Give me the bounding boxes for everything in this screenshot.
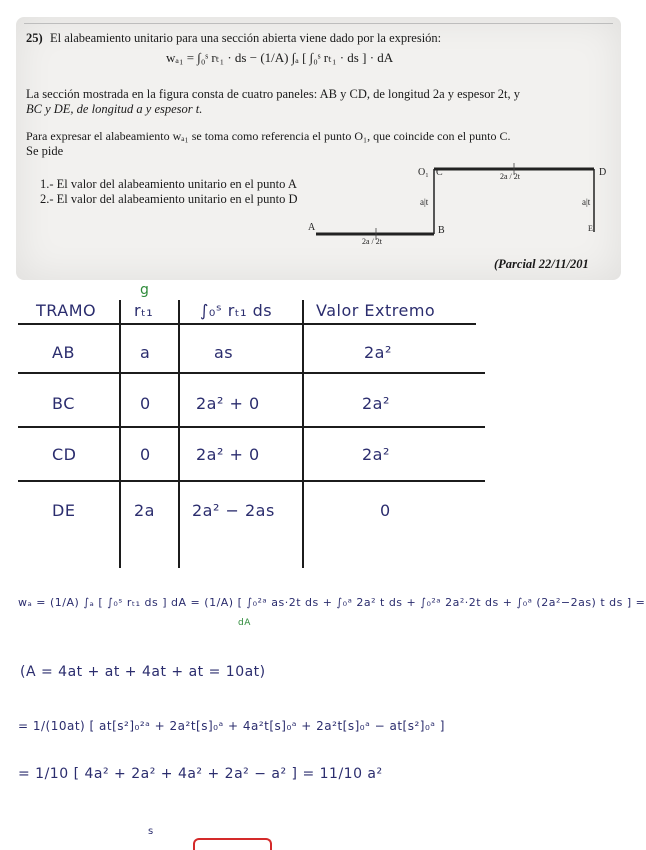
cell-r1-tramo: AB (52, 343, 75, 362)
cell-r4-tramo: DE (52, 501, 76, 520)
table-col-2 (178, 300, 180, 568)
cell-r2-val: 2a² (362, 394, 390, 413)
red-box-annotation (193, 838, 272, 850)
cell-r4-rt: 2a (134, 501, 155, 520)
cell-r4-val: 0 (380, 501, 391, 520)
work-line-2: (A = 4at + at + 4at + at = 10at) (20, 664, 266, 680)
ref-line-2: Se pide (26, 144, 64, 158)
formula: wₐ₁ = ∫₀ˢ rₜ₁ · ds − (1/A) ∫ₐ [ ∫₀ˢ rₜ₁ · ds ] · dA (166, 50, 394, 65)
question-1: 1.- El valor del alabeamiento unitario en el punto A (40, 177, 297, 191)
cell-r1-int: as (214, 343, 234, 362)
cell-r3-int: 2a² + 0 (196, 445, 260, 464)
header-tramo: TRAMO (36, 301, 97, 320)
desc-line-1: La sección mostrada en la figura consta de cuatro paneles: AB y CD, de longitud 2a y espesor 2t, y (26, 87, 520, 101)
label-a: A (308, 222, 316, 233)
ref-line-1: Para expresar el alabeamiento wₐ₁ se toma como referencia el punto O₁, que coincide con el punto C. (26, 129, 511, 143)
label-top-dim: 2a / 2t (500, 172, 520, 181)
cell-r1-rt: a (140, 343, 151, 362)
question-2: 2.- El valor del alabeamiento unitario en el punto D (40, 192, 298, 206)
work-line-4: = 1/10 [ 4a² + 2a² + 4a² + 2a² − a² ] = 11/10 a² (18, 766, 383, 782)
header-valor-extremo: Valor Extremo (316, 301, 436, 320)
table-col-3 (302, 300, 304, 568)
label-bottom-dim: 2a / 2t (362, 237, 382, 246)
header-rt1: rₜ₁ (134, 301, 154, 320)
cell-r1-val: 2a² (364, 343, 392, 362)
cell-r3-val: 2a² (362, 445, 390, 464)
cell-r2-rt: 0 (140, 394, 151, 413)
label-c: C (436, 167, 443, 178)
label-d: D (599, 167, 607, 178)
label-at-left: a|t (420, 197, 429, 207)
cell-r3-tramo: CD (52, 445, 77, 464)
label-o1: O₁ (418, 167, 429, 178)
cell-r2-tramo: BC (52, 394, 75, 413)
section-figure (16, 17, 621, 280)
table-header-rule (18, 323, 476, 325)
work-line-3: = 1/(10at) [ at[s²]₀²ᵃ + 2a²t[s]₀ᵃ + 4a²t[s]₀ᵃ + 2a²t[s]₀ᵃ − at[s²]₀ᵃ ] (18, 719, 445, 733)
problem-intro: El alabeamiento unitario para una sección abierta viene dado por la expresión: (50, 31, 442, 45)
label-at-right: a|t (582, 197, 591, 207)
cell-r2-int: 2a² + 0 (196, 394, 260, 413)
header-mark: g (140, 282, 150, 298)
work-line-1-note: dA (238, 618, 251, 628)
table-col-1 (119, 300, 121, 568)
desc-line-2: BC y DE, de longitud a y espesor t. (26, 102, 203, 116)
bottom-mark: s (148, 826, 154, 837)
table-rule-2 (18, 426, 485, 428)
label-b: B (438, 225, 445, 236)
work-line-1: wₐ = (1/A) ∫ₐ [ ∫₀ˢ rₜ₁ ds ] dA = (1/A) [ ∫₀²ᵃ as·2t ds + ∫₀ᵃ 2a² t ds + ∫₀²ᵃ 2a²·2t ds + ∫₀ᵃ (2a²−2as) t ds ] = (18, 596, 646, 609)
footer-parcial: (Parcial 22/11/201 (494, 257, 589, 271)
table-rule-1 (18, 372, 485, 374)
cell-r3-rt: 0 (140, 445, 151, 464)
cell-r4-int: 2a² − 2as (192, 501, 275, 520)
table-rule-3 (18, 480, 485, 482)
problem-number: 25) (26, 31, 43, 45)
problem-photo (16, 17, 621, 280)
label-e: E (588, 224, 593, 233)
header-integral: ∫₀ˢ rₜ₁ ds (200, 301, 273, 320)
